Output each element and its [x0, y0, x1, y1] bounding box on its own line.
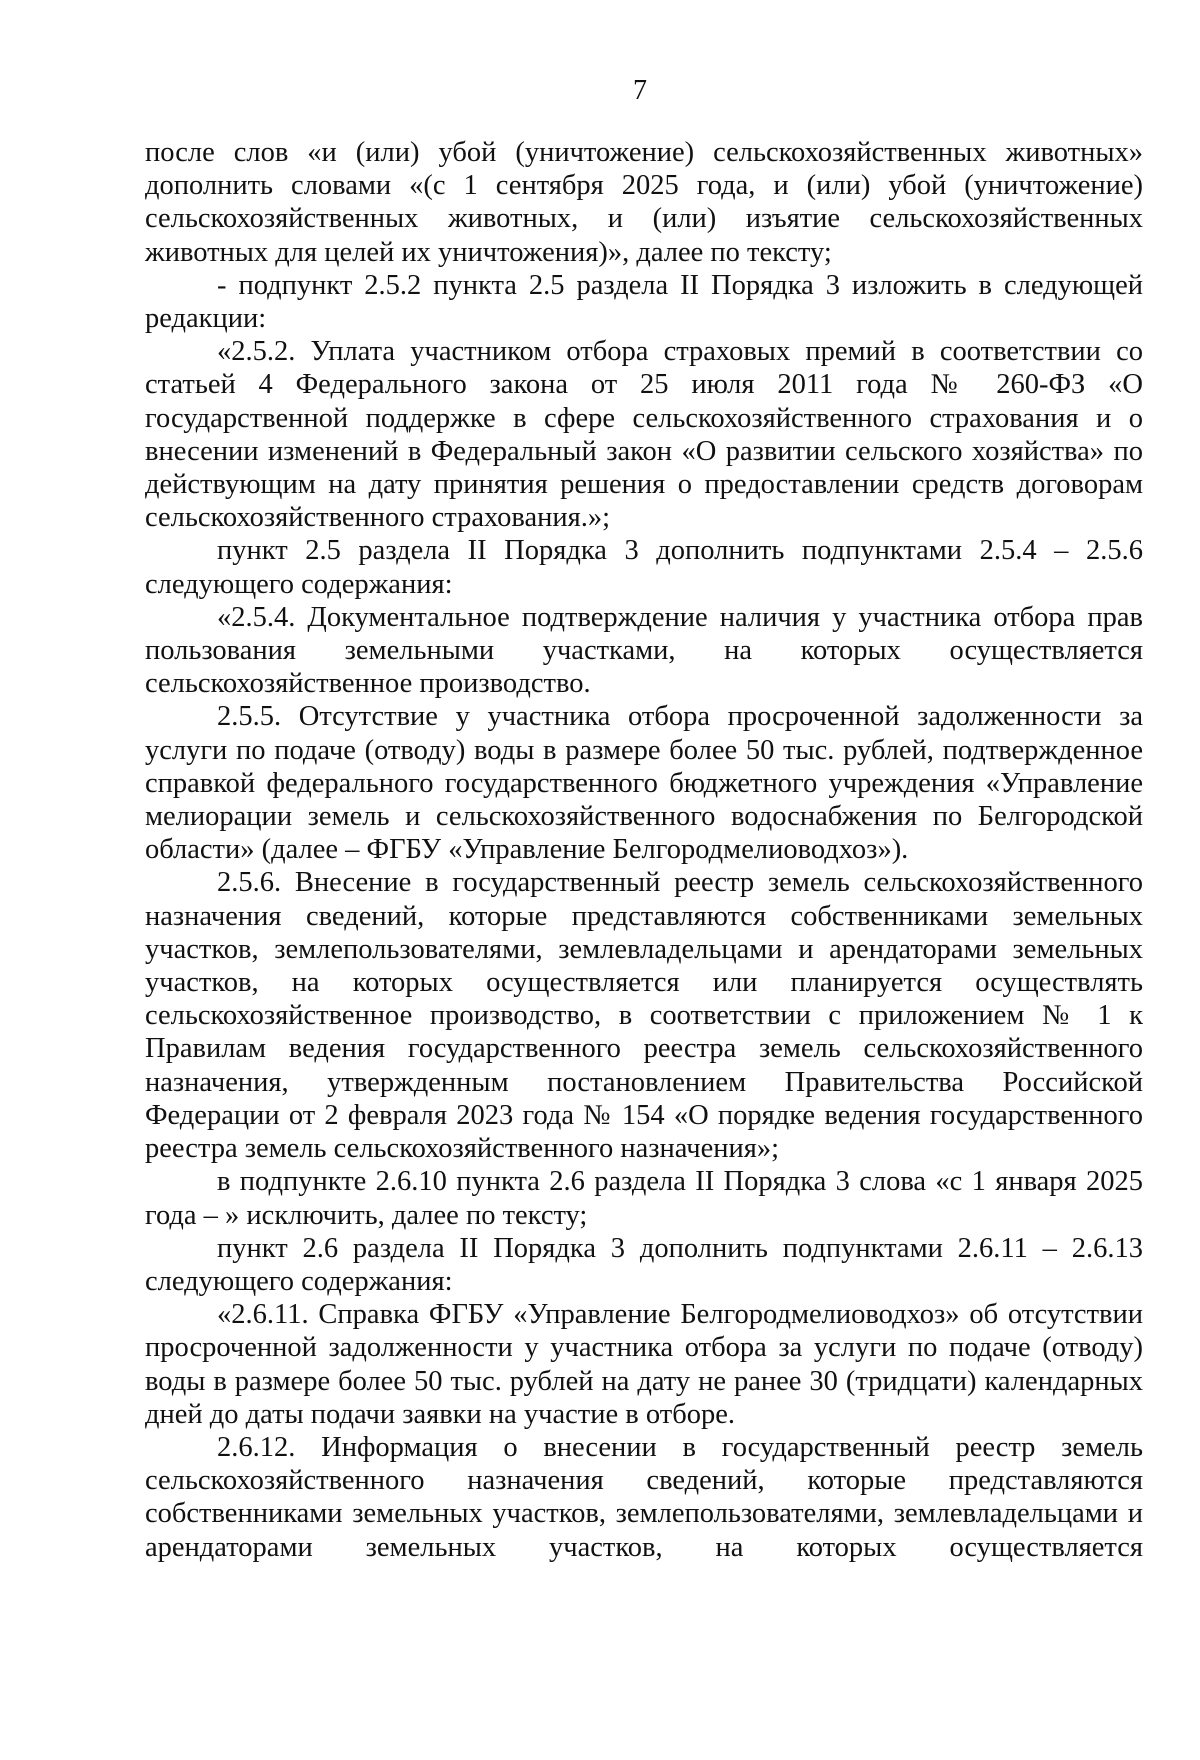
- paragraph-1: после слов «и (или) убой (уничтожение) сельскохозяйственных животных» дополнить словами «(с 1 сентября 2025 года, и (или) убой (уничтожение) сельскохозяйственных животных, и (или) изъятие сельскохозяйственных животных для целей их уничтожения)», далее по тексту;: [145, 137, 1143, 268]
- paragraph-10: «2.6.11. Справка ФГБУ «Управление Белгородмелиоводхоз» об отсутствии просроченной задолженности у участника отбора за услуги по подаче (отводу) воды в размере более 50 тыс. рублей на дату не ранее 30 (тридцати) календарных дней до даты подачи заявки на участие в отборе.: [145, 1299, 1143, 1430]
- paragraph-7: 2.5.6. Внесение в государственный реестр земель сельскохозяйственного назначения сведений, которые представляются собственниками земельных участков, землепользователями, землевладельцами и арендаторами земельных участков, на которых осуществляется или планируется осуществлять сельскохозяйственное производство, в соответствии с приложением № 1 к Правилам ведения государственного реестра земель сельскохозяйственного назначения, утвержденным постановлением Правительства Российской Федерации от 2 февраля 2023 года № 154 «О порядке ведения государственного реестра земель сельскохозяйственного назначения»;: [145, 867, 1143, 1165]
- paragraph-2: - подпункт 2.5.2 пункта 2.5 раздела II Порядка 3 изложить в следующей редакции:: [145, 269, 1143, 335]
- paragraph-5: «2.5.4. Документальное подтверждение наличия у участника отбора прав пользования земельными участками, на которых осуществляется сельскохозяйственное производство.: [145, 601, 1143, 700]
- page-number: 7: [633, 75, 647, 106]
- paragraph-11: 2.6.12. Информация о внесении в государственный реестр земель сельскохозяйственного назначения сведений, которые представляются собственниками земельных участков, землепользователями, землевладельцами и арендаторами земельных участков, на которых осуществляется: [145, 1431, 1143, 1563]
- paragraph-9: пункт 2.6 раздела II Порядка 3 дополнить подпунктами 2.6.11 – 2.6.13 следующего содержания:: [145, 1232, 1143, 1297]
- document-body: [145, 136, 1143, 1564]
- paragraph-3: «2.5.2. Уплата участником отбора страховых премий в соответствии со статьей 4 Федерального закона от 25 июля 2011 года № 260-ФЗ «О государственной поддержке в сфере сельскохозяйственного страхования и о внесении изменений в Федеральный закон «О развитии сельского хозяйства» по действующим на дату принятия решения о предоставлении средств договорам сельскохозяйственного страхования.»;: [145, 336, 1143, 534]
- paragraph-6: 2.5.5. Отсутствие у участника отбора просроченной задолженности за услуги по подаче (отводу) воды в размере более 50 тыс. рублей, подтвержденное справкой федерального государственного бюджетного учреждения «Управление мелиорации земель и сельскохозяйственного водоснабжения по Белгородской области» (далее – ФГБУ «Управление Белгородмелиоводхоз»).: [145, 701, 1143, 866]
- paragraph-4: пункт 2.5 раздела II Порядка 3 дополнить подпунктами 2.5.4 – 2.5.6 следующего содержания:: [145, 535, 1143, 600]
- paragraph-8: в подпункте 2.6.10 пункта 2.6 раздела II Порядка 3 слова «с 1 января 2025 года – » исключить, далее по тексту;: [145, 1166, 1143, 1231]
